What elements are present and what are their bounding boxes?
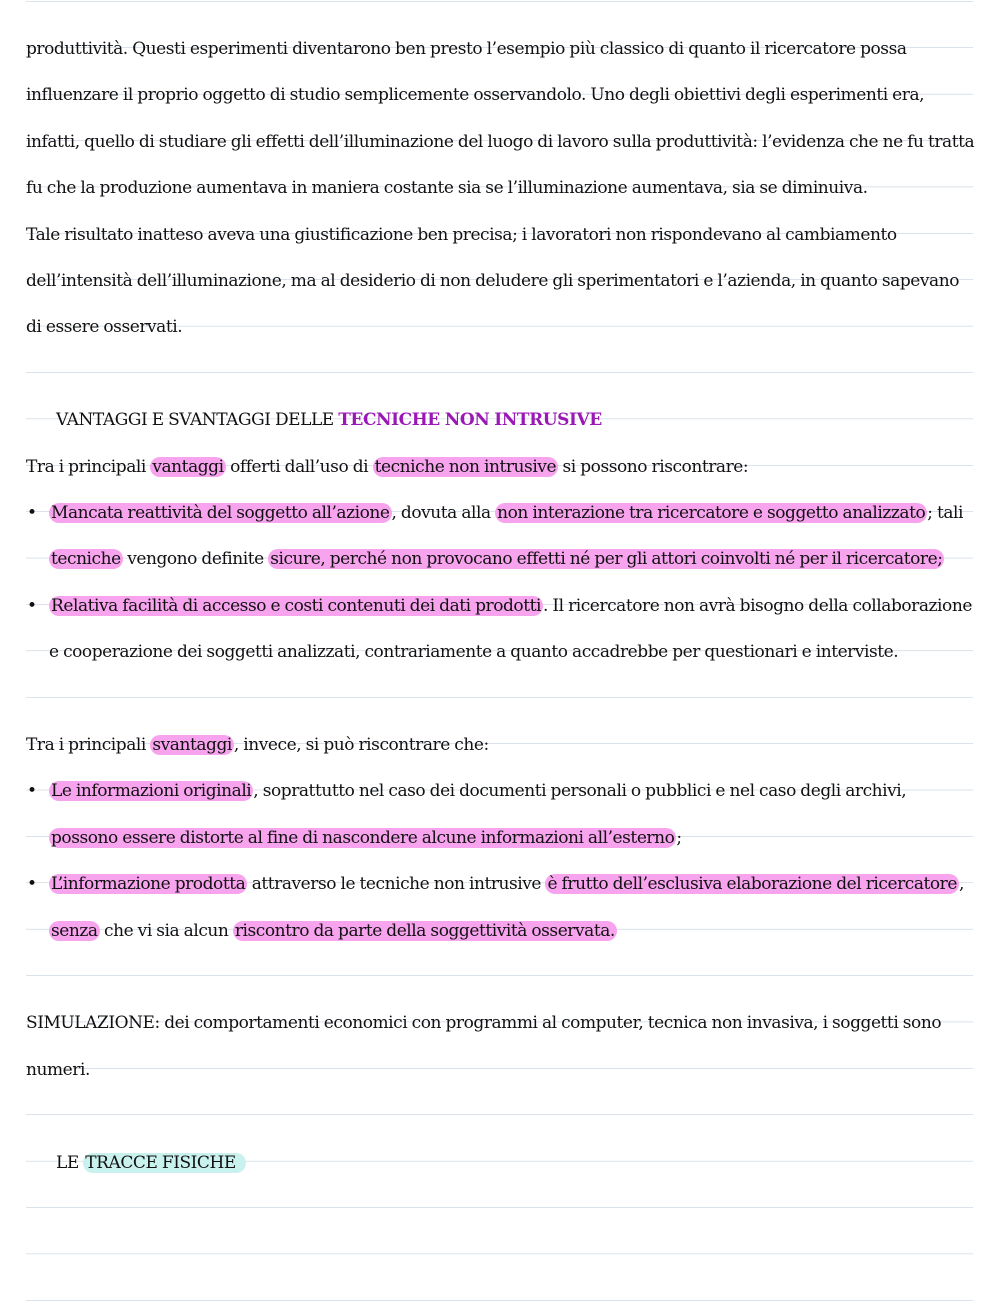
heading-plain-text: LE [56, 1152, 84, 1173]
list-item [26, 768, 976, 861]
highlight: vantaggi [152, 456, 224, 477]
blank-line [26, 676, 976, 722]
highlight: Le informazioni originali [51, 781, 252, 802]
highlight: Relativa facilità di accesso e costi contenuti dei dati prodotti [51, 595, 541, 616]
text-run: offerti dall’uso di [225, 456, 373, 477]
text-run: attraverso le tecniche non intrusive [247, 874, 546, 895]
blank-line [26, 1093, 976, 1139]
text-run: si possono riscontrare: [558, 456, 749, 477]
highlight: Mancata reattività del soggetto all’azione [51, 503, 390, 524]
highlight: possono essere distorte al fine di nascondere alcune informazioni all’esterno [51, 827, 675, 848]
section-heading-tracce-fisiche [26, 1140, 976, 1186]
text-run: ; [676, 827, 682, 848]
list-item [26, 583, 976, 676]
highlight: sicure, perché non provocano effetti né per gli attori coinvolti né per il ricercatore; [270, 549, 943, 570]
text-run: che vi sia alcun [99, 920, 233, 941]
paragraph-explanation: Tale risultato inatteso aveva una giustificazione ben precisa; i lavoratori non rispondevano al cambiamento dell’intensità dell’illuminazione, ma al desiderio di non deludere gli sperimentatori e l’azienda, in quanto sapevano di essere osservati. [26, 224, 959, 338]
blank-line [26, 351, 976, 397]
paragraph-hawthorne-experiments: produttività. Questi esperimenti diventarono ben presto l’esempio più classico di quanto il ricercatore possa influenzare il proprio oggetto di studio semplicemente osservandolo. Uno degli obiettivi degli esperimenti era, infatti, quello di studiare gli effetti dell’illuminazione del luogo di lavoro sulla produttività: l’evidenza che ne fu tratta fu che la produzione aumentava in maniera costante sia se l’illuminazione aumentava, sia se diminuiva. [26, 39, 975, 199]
blank-line [26, 954, 976, 1000]
highlight: svantaggi [152, 735, 232, 756]
text-run: Tra i principali [26, 735, 151, 756]
text-run: vengono definite [122, 549, 269, 570]
document-body [26, 26, 976, 1186]
highlight: L’informazione prodotta [51, 874, 246, 895]
vantaggi-list [26, 490, 976, 676]
text-run: Tra i principali [26, 456, 151, 477]
highlight: riscontro da parte della soggettività osservata. [234, 920, 615, 941]
list-item [26, 490, 976, 583]
heading-highlight-text: TRACCE FISICHE [83, 1153, 246, 1173]
text-run: ; tali [927, 503, 964, 524]
svantaggi-list [26, 768, 976, 954]
list-item [26, 861, 976, 954]
highlight: tecniche [51, 549, 121, 570]
highlight: non interazione tra ricercatore e soggetto analizzato [497, 503, 926, 524]
text-run: , dovuta alla [391, 503, 496, 524]
section-heading-vantaggi-svantaggi [26, 397, 976, 443]
text-run: , soprattutto nel caso dei documenti personali o pubblici e nel caso degli archivi, [253, 781, 907, 802]
text-run: , invece, si può riscontrare che: [233, 735, 489, 756]
heading-plain-text: VANTAGGI E SVANTAGGI DELLE [56, 410, 339, 431]
text-run: . Il ricercatore non avrà bisogno della collaborazione e cooperazione dei soggetti analizzati, contrariamente a quanto accadrebbe per questionari e interviste. [49, 595, 972, 663]
heading-highlight-text: TECNICHE NON INTRUSIVE [338, 410, 602, 431]
vantaggi-intro [26, 444, 976, 490]
highlight: senza [51, 920, 98, 941]
highlight: tecniche non intrusive [374, 456, 557, 477]
highlight: è frutto dell’esclusiva elaborazione del ricercatore [547, 874, 957, 895]
text-run: , [958, 874, 964, 895]
svantaggi-intro [26, 722, 976, 768]
paragraph-simulazione: SIMULAZIONE: dei comportamenti economici con programmi al computer, tecnica non invasiva, i soggetti sono numeri. [26, 1013, 942, 1080]
